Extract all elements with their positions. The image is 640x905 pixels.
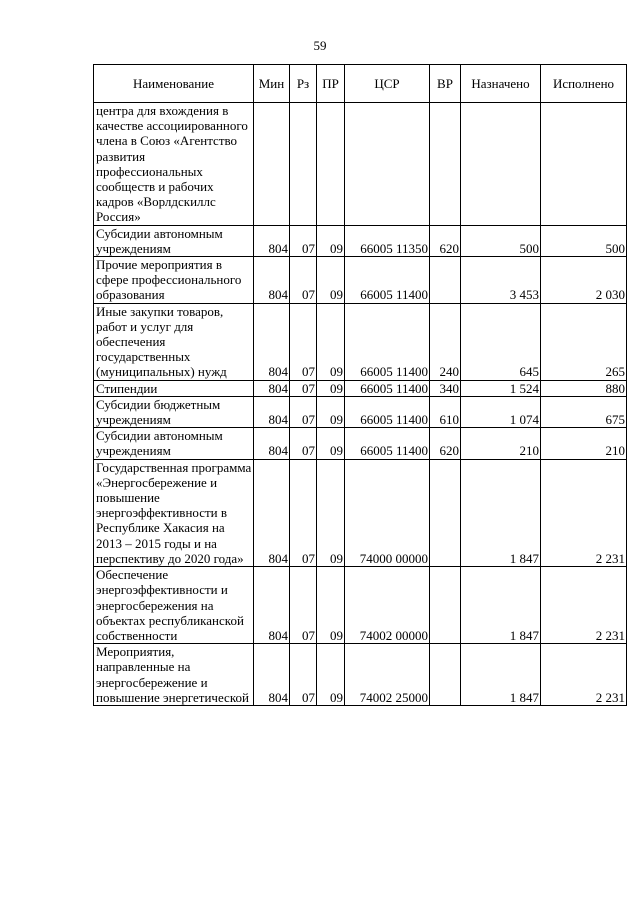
header-vr: ВР [430,65,461,103]
cell-vr: 240 [430,303,461,380]
table-row [94,303,627,380]
cell-rz: 07 [290,380,317,396]
cell-naznacheno: 1 847 [461,459,541,566]
cell-vr [430,257,461,304]
cell-rz: 07 [290,459,317,566]
cell-naznacheno: 210 [461,428,541,459]
header-ispolneno: Исполнено [541,65,627,103]
cell-csr: 66005 11350 [345,225,430,256]
cell-csr: 66005 11400 [345,257,430,304]
header-name: Наименование [94,65,254,103]
cell-vr: 340 [430,380,461,396]
cell-vr [430,103,461,226]
cell-rz: 07 [290,396,317,427]
cell-min: 804 [254,459,290,566]
cell-ispolneno: 265 [541,303,627,380]
cell-min: 804 [254,225,290,256]
cell-name: Субсидии автономным учреждениям [94,225,254,256]
cell-naznacheno: 3 453 [461,257,541,304]
cell-min [254,103,290,226]
cell-ispolneno [541,103,627,226]
cell-ispolneno: 675 [541,396,627,427]
cell-rz: 07 [290,225,317,256]
header-min: Мин [254,65,290,103]
cell-csr: 66005 11400 [345,428,430,459]
table-row [94,396,627,427]
cell-min: 804 [254,303,290,380]
budget-table [93,64,627,706]
table-row [94,380,627,396]
header-pr: ПР [317,65,345,103]
header-naznacheno: Назначено [461,65,541,103]
cell-vr: 620 [430,225,461,256]
cell-vr [430,644,461,706]
cell-name: Иные закупки товаров, работ и услуг для обеспечения государственных (муниципальных) нужд [94,303,254,380]
cell-ispolneno: 2 231 [541,644,627,706]
cell-vr [430,459,461,566]
cell-csr: 74000 00000 [345,459,430,566]
cell-csr [345,103,430,226]
cell-min: 804 [254,396,290,427]
cell-min: 804 [254,644,290,706]
cell-name: Субсидии автономным учреждениям [94,428,254,459]
header-csr: ЦСР [345,65,430,103]
cell-ispolneno: 2 030 [541,257,627,304]
cell-csr: 74002 00000 [345,567,430,644]
cell-rz: 07 [290,428,317,459]
cell-ispolneno: 500 [541,225,627,256]
cell-csr: 74002 25000 [345,644,430,706]
table-row [94,428,627,459]
page-number: 59 [313,38,327,53]
cell-vr: 620 [430,428,461,459]
table-row [94,567,627,644]
cell-ispolneno: 2 231 [541,567,627,644]
cell-pr: 09 [317,644,345,706]
cell-name: центра для вхождения в качестве ассоциированного члена в Союз «Агентство развития профессиональных сообществ и рабочих кадров «Ворлдскиллс Россия» [94,103,254,226]
cell-pr: 09 [317,380,345,396]
cell-pr: 09 [317,459,345,566]
cell-rz: 07 [290,303,317,380]
cell-ispolneno: 2 231 [541,459,627,566]
cell-name: Государственная программа «Энергосбережение и повышение энергоэффективности в Республике Хакасия на 2013 – 2015 годы и на перспективу до 2020 года» [94,459,254,566]
cell-min: 804 [254,380,290,396]
table-row [94,257,627,304]
cell-name: Стипендии [94,380,254,396]
cell-ispolneno: 880 [541,380,627,396]
cell-pr: 09 [317,257,345,304]
cell-csr: 66005 11400 [345,396,430,427]
cell-naznacheno: 1 847 [461,567,541,644]
cell-rz: 07 [290,644,317,706]
cell-naznacheno: 500 [461,225,541,256]
cell-pr: 09 [317,567,345,644]
cell-rz: 07 [290,257,317,304]
cell-naznacheno: 1 524 [461,380,541,396]
table-row [94,644,627,706]
cell-csr: 66005 11400 [345,380,430,396]
cell-name: Мероприятия, направленные на энергосбережение и повышение энергетической [94,644,254,706]
cell-naznacheno [461,103,541,226]
cell-pr: 09 [317,225,345,256]
cell-name: Субсидии бюджетным учреждениям [94,396,254,427]
table-row [94,459,627,566]
cell-pr: 09 [317,428,345,459]
cell-vr [430,567,461,644]
table-row [94,103,627,226]
cell-min: 804 [254,428,290,459]
table-header-row [94,65,627,103]
cell-naznacheno: 645 [461,303,541,380]
cell-rz: 07 [290,567,317,644]
cell-min: 804 [254,567,290,644]
header-rz: Рз [290,65,317,103]
table-row [94,225,627,256]
cell-pr: 09 [317,303,345,380]
cell-vr: 610 [430,396,461,427]
cell-min: 804 [254,257,290,304]
cell-pr [317,103,345,226]
cell-ispolneno: 210 [541,428,627,459]
cell-name: Обеспечение энергоэффективности и энергосбережения на объектах республиканской собственности [94,567,254,644]
cell-naznacheno: 1 074 [461,396,541,427]
cell-name: Прочие мероприятия в сфере профессионального образования [94,257,254,304]
cell-csr: 66005 11400 [345,303,430,380]
cell-naznacheno: 1 847 [461,644,541,706]
cell-rz [290,103,317,226]
cell-pr: 09 [317,396,345,427]
